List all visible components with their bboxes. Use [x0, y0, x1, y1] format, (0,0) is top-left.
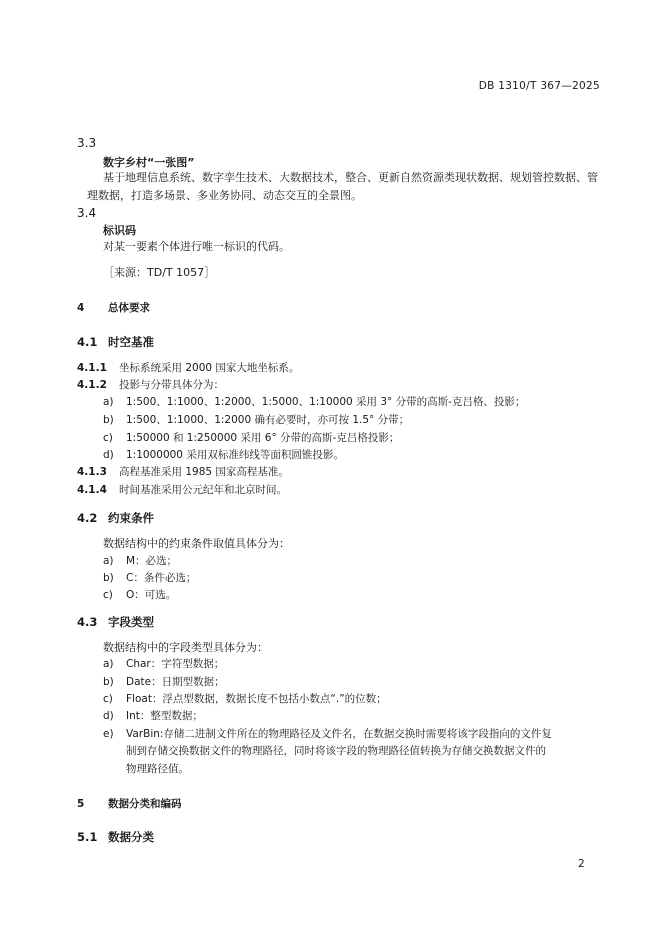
- list-marker: b): [103, 572, 114, 584]
- list-marker: c): [103, 432, 113, 444]
- list-text: 1:500、1:1000、1:2000 确有必要时，亦可按 1.5° 分带；: [126, 414, 410, 426]
- clause-number: 4.1.3: [77, 466, 107, 478]
- term-definition-3-3: 基于地理信息系统、数字孪生技术、大数据技术，整合、更新自然资源类现状数据、规划管控数据、管理数据，打造多场景、多业务协同、动态交互的全景图。: [87, 171, 598, 202]
- list-text: 1:500、1:1000、1:2000、1:5000、1:10000 采用 3° 分带的高斯-克吕格、投影；: [126, 396, 526, 408]
- term-definition-3-4: 对某一要素个体进行唯一标识的代码。: [103, 240, 290, 253]
- term-title-3-3: 数字乡村“一张图”: [103, 156, 195, 169]
- list-item: [103, 394, 525, 409]
- list-marker: a): [103, 396, 114, 408]
- list-item: [103, 708, 203, 723]
- clause-4-1-1: [77, 360, 299, 375]
- list-marker: b): [103, 414, 114, 426]
- section-4-2-heading: [77, 510, 154, 526]
- section-title: 约束条件: [108, 511, 154, 525]
- term-title-3-4: 标识码: [103, 224, 136, 237]
- list-item: [103, 587, 176, 602]
- clause-text: 坐标系统采用 2000 国家大地坐标系。: [119, 362, 300, 374]
- chapter-title: 总体要求: [108, 302, 150, 314]
- list-item: [103, 412, 409, 427]
- list-item: [103, 726, 552, 741]
- section-4-1-heading: [77, 334, 154, 350]
- list-text: Float：浮点型数据，数据长度不包括小数点“.”的位数；: [126, 693, 387, 705]
- list-text: C：条件必选；: [126, 572, 197, 584]
- list-item-continuation: 制到存储交换数据文件的物理路径，同时将该字段的物理路径值转换为存储交换数据文件的: [126, 745, 546, 757]
- section-number: 4.2: [77, 511, 98, 525]
- section-5-1-heading: [77, 829, 154, 845]
- section-number: 4.1: [77, 335, 98, 349]
- chapter-5-heading: [77, 796, 182, 811]
- list-text: 1:50000 和 1:250000 采用 6° 分带的高斯-克吕格投影；: [126, 432, 400, 444]
- list-item: [103, 691, 387, 706]
- section-title: 时空基准: [108, 335, 154, 349]
- list-marker: c): [103, 693, 113, 705]
- chapter-number: 5: [77, 798, 85, 810]
- clause-text: 投影与分带具体分为：: [119, 379, 224, 391]
- doc-code-header: DB 1310/T 367—2025: [478, 80, 600, 92]
- term-source-3-4: ［来源：TD/T 1057］: [103, 266, 216, 279]
- list-marker: a): [103, 658, 114, 670]
- section-4-3-intro: 数据结构中的字段类型具体分为：: [103, 641, 268, 654]
- page-number: 2: [578, 858, 585, 870]
- list-item-continuation: 物理路径值。: [126, 763, 189, 775]
- clause-text: 时间基准采用公元纪年和北京时间。: [119, 484, 287, 496]
- list-marker: c): [103, 589, 113, 601]
- list-marker: b): [103, 676, 114, 688]
- clause-4-1-2: [77, 377, 224, 392]
- list-item: [103, 447, 344, 462]
- list-marker: a): [103, 555, 114, 567]
- list-item: [103, 656, 224, 671]
- list-text: Char：字符型数据；: [126, 658, 225, 670]
- clause-number: 4.1.1: [77, 362, 107, 374]
- section-title: 字段类型: [108, 615, 154, 629]
- clause-4-1-4: [77, 482, 287, 497]
- list-text: VarBin:存储二进制文件所在的物理路径及文件名，在数据交换时需要将该字段指向的文件复: [126, 728, 552, 740]
- term-number-3-4: 3.4: [77, 206, 97, 220]
- list-marker: d): [103, 710, 114, 722]
- section-4-3-heading: [77, 614, 154, 630]
- list-text: Date：日期型数据；: [126, 676, 225, 688]
- list-text: O：可选。: [126, 589, 177, 601]
- clause-text: 高程基准采用 1985 国家高程基准。: [119, 466, 289, 478]
- chapter-title: 数据分类和编码: [108, 798, 182, 810]
- clause-number: 4.1.2: [77, 379, 107, 391]
- list-marker: e): [103, 728, 114, 740]
- chapter-number: 4: [77, 302, 85, 314]
- list-text: M：必选；: [126, 555, 178, 567]
- section-number: 5.1: [77, 830, 98, 844]
- section-number: 4.3: [77, 615, 98, 629]
- clause-4-1-3: [77, 464, 289, 479]
- clause-number: 4.1.4: [77, 484, 107, 496]
- section-4-2-intro: 数据结构中的约束条件取值具体分为：: [103, 537, 290, 550]
- list-item: [103, 570, 196, 585]
- list-text: 1:1000000 采用双标准纬线等面积圆锥投影。: [126, 449, 344, 461]
- section-title: 数据分类: [108, 830, 154, 844]
- list-item: [103, 553, 177, 568]
- chapter-4-heading: [77, 300, 150, 315]
- list-text: Int：整型数据；: [126, 710, 203, 722]
- list-marker: d): [103, 449, 114, 461]
- term-number-3-3: 3.3: [77, 136, 97, 150]
- list-item: [103, 674, 225, 689]
- list-item: [103, 430, 399, 445]
